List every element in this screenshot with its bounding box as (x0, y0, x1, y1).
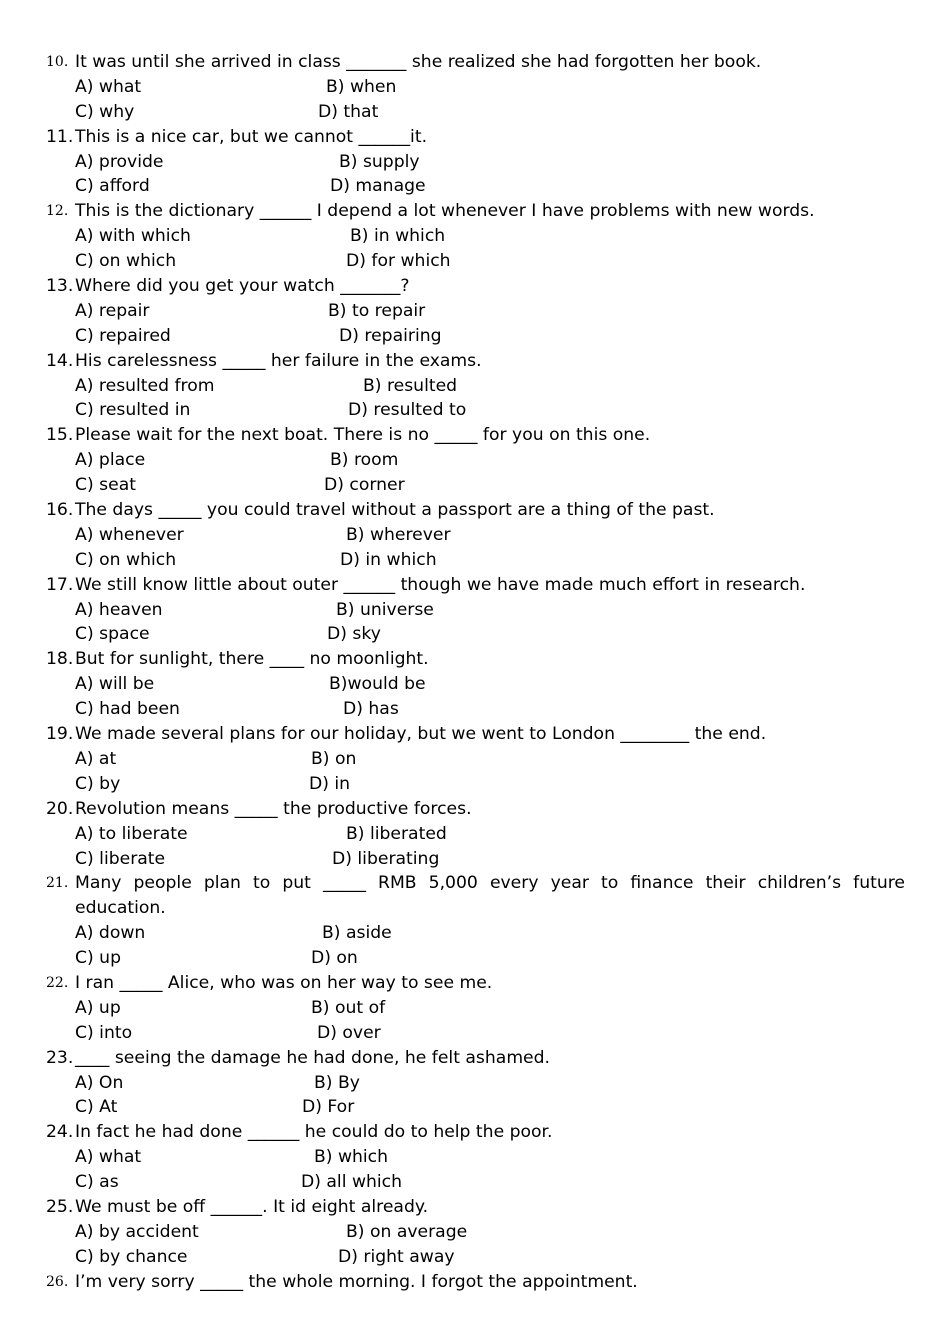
option-row (0, 1095, 950, 1120)
question-number: 14. (46, 350, 74, 371)
option-c: C) At (75, 1097, 118, 1118)
question-text: In fact he had done ______ he could do to help the poor. (75, 1122, 553, 1143)
option-row (0, 622, 950, 647)
option-d: D) that (318, 101, 379, 122)
question-number: 23. (46, 1047, 74, 1068)
question-line (0, 349, 950, 374)
question-text: We made several plans for our holiday, but we went to London ________ the end. (75, 724, 767, 745)
option-row (0, 747, 950, 772)
option-b: B) out of (311, 997, 386, 1018)
option-c: C) repaired (75, 325, 171, 346)
question-number: 10. (46, 54, 69, 70)
option-row (0, 847, 950, 872)
question-number: 25. (46, 1196, 74, 1217)
question-line (0, 423, 950, 448)
question-number: 15. (46, 425, 74, 446)
question-text: But for sunlight, there ____ no moonlight. (75, 649, 429, 670)
question-text: We still know little about outer ______ though we have made much effort in research. (75, 574, 806, 595)
question-number: 18. (46, 649, 74, 670)
option-c: C) on which (75, 549, 177, 570)
option-row (0, 772, 950, 797)
option-a: A) up (75, 997, 121, 1018)
option-a: A) will be (75, 674, 155, 695)
option-c: C) up (75, 948, 121, 969)
option-c: C) seat (75, 475, 136, 496)
question-number: 22. (46, 974, 69, 991)
option-d: D) in (309, 773, 351, 794)
option-b: B) when (326, 76, 397, 97)
question-text-continued: education. (75, 898, 166, 919)
option-d: D) over (317, 1022, 381, 1043)
question-line (0, 199, 950, 224)
question-line (0, 722, 950, 747)
question-number: 21. (46, 875, 69, 892)
question-line (0, 274, 950, 299)
question-line (0, 1195, 950, 1220)
option-d: D) repairing (339, 325, 442, 346)
option-b: B)would be (329, 674, 426, 695)
question-line (0, 573, 950, 598)
question-line (0, 1270, 950, 1295)
question-text: Where did you get your watch _______? (75, 276, 410, 297)
question-text: Revolution means _____ the productive forces. (75, 798, 472, 819)
option-a: A) whenever (75, 524, 184, 545)
option-c: C) why (75, 101, 135, 122)
option-a: A) with which (75, 226, 191, 247)
option-row (0, 1220, 950, 1245)
question-line (0, 971, 950, 996)
option-a: A) provide (75, 151, 164, 172)
question-number: 11. (46, 126, 74, 147)
option-row (0, 324, 950, 349)
question-text: It was until she arrived in class _______ she realized she had forgotten her book. (75, 52, 762, 72)
question-line (0, 647, 950, 672)
option-d: D) for which (346, 251, 451, 272)
option-b: B) on (311, 748, 357, 769)
option-row (0, 249, 950, 274)
question-number: 26. (46, 1273, 69, 1290)
option-a: A) place (75, 450, 146, 471)
question-line (0, 871, 950, 896)
option-row (0, 822, 950, 847)
option-d: D) right away (338, 1246, 455, 1267)
option-b: B) resulted (363, 375, 458, 396)
option-row (0, 1170, 950, 1195)
option-b: B) room (330, 450, 399, 471)
option-b: B) universe (336, 599, 434, 620)
option-d: D) on (311, 948, 358, 969)
option-row (0, 697, 950, 722)
question-text: We must be off ______. It id eight already. (75, 1196, 429, 1217)
option-row (0, 1071, 950, 1096)
option-c: C) resulted in (75, 400, 191, 421)
question-text: This is the dictionary ______ I depend a lot whenever I have problems with new words. (75, 201, 815, 222)
option-c: C) had been (75, 699, 180, 720)
option-row (0, 1021, 950, 1046)
option-row (0, 1145, 950, 1170)
option-row (0, 374, 950, 399)
option-a: A) down (75, 923, 146, 944)
option-a: A) On (75, 1072, 124, 1093)
option-d: D) all which (301, 1172, 403, 1193)
option-a: A) by accident (75, 1221, 199, 1242)
question-number: 20. (46, 798, 74, 819)
option-c: C) on which (75, 251, 177, 272)
question-line (0, 50, 950, 75)
option-d: D) corner (324, 475, 405, 496)
question-text: His carelessness _____ her failure in the exams. (75, 350, 482, 371)
option-row (0, 224, 950, 249)
option-b: B) in which (350, 226, 446, 247)
option-d: D) resulted to (348, 400, 467, 421)
option-a: A) to liberate (75, 823, 188, 844)
option-row (0, 75, 950, 100)
option-row (0, 548, 950, 573)
question-text: This is a nice car, but we cannot ______it. (75, 126, 428, 147)
question-number: 24. (46, 1122, 74, 1143)
question-line (0, 498, 950, 523)
question-text: The days _____ you could travel without a passport are a thing of the past. (75, 500, 715, 521)
option-row (0, 946, 950, 971)
option-a: A) what (75, 76, 142, 97)
question-line (0, 125, 950, 150)
option-c: C) by chance (75, 1246, 188, 1267)
option-a: A) at (75, 748, 117, 769)
option-b: B) to repair (328, 300, 426, 321)
option-c: C) liberate (75, 848, 166, 869)
question-number: 17. (46, 574, 74, 595)
question-text: Please wait for the next boat. There is no _____ for you on this one. (75, 425, 651, 446)
question-line (0, 1046, 950, 1071)
option-row (0, 398, 950, 423)
option-row (0, 299, 950, 324)
option-row (0, 523, 950, 548)
option-c: C) by (75, 773, 121, 794)
option-d: D) sky (327, 624, 381, 645)
question-text: ____ seeing the damage he had done, he felt ashamed. (75, 1047, 551, 1068)
option-a: A) repair (75, 300, 150, 321)
option-row (0, 150, 950, 175)
option-d: D) has (343, 699, 399, 720)
option-c: C) into (75, 1022, 133, 1043)
option-d: D) in which (340, 549, 437, 570)
option-a: A) resulted from (75, 375, 215, 396)
question-number: 16. (46, 500, 74, 521)
question-text: I ran _____ Alice, who was on her way to see me. (75, 972, 493, 993)
option-d: D) manage (330, 176, 426, 197)
question-line-continued (0, 896, 950, 921)
option-b: B) which (314, 1147, 389, 1168)
option-b: B) on average (346, 1221, 468, 1242)
question-text: Many people plan to put _____ RMB 5,000 every year to finance their children’s future (75, 873, 905, 894)
question-line (0, 797, 950, 822)
option-c: C) afford (75, 176, 150, 197)
option-row (0, 473, 950, 498)
option-b: B) wherever (346, 524, 451, 545)
option-row (0, 672, 950, 697)
question-text: I’m very sorry _____ the whole morning. I forgot the appointment. (75, 1271, 638, 1292)
option-row (0, 598, 950, 623)
option-b: B) aside (322, 923, 392, 944)
question-number: 13. (46, 276, 74, 297)
option-c: C) as (75, 1172, 119, 1193)
question-number: 19. (46, 724, 74, 745)
option-a: A) what (75, 1147, 142, 1168)
option-row (0, 174, 950, 199)
option-row (0, 448, 950, 473)
option-a: A) heaven (75, 599, 163, 620)
quiz-page (0, 50, 950, 1295)
option-d: D) For (302, 1097, 355, 1118)
question-number: 12. (46, 203, 69, 220)
option-b: B) By (314, 1072, 360, 1093)
question-line (0, 1120, 950, 1145)
option-row (0, 100, 950, 125)
option-d: D) liberating (332, 848, 440, 869)
option-row (0, 1245, 950, 1270)
option-c: C) space (75, 624, 150, 645)
option-b: B) supply (339, 151, 420, 172)
option-row (0, 996, 950, 1021)
option-row (0, 921, 950, 946)
option-b: B) liberated (346, 823, 447, 844)
